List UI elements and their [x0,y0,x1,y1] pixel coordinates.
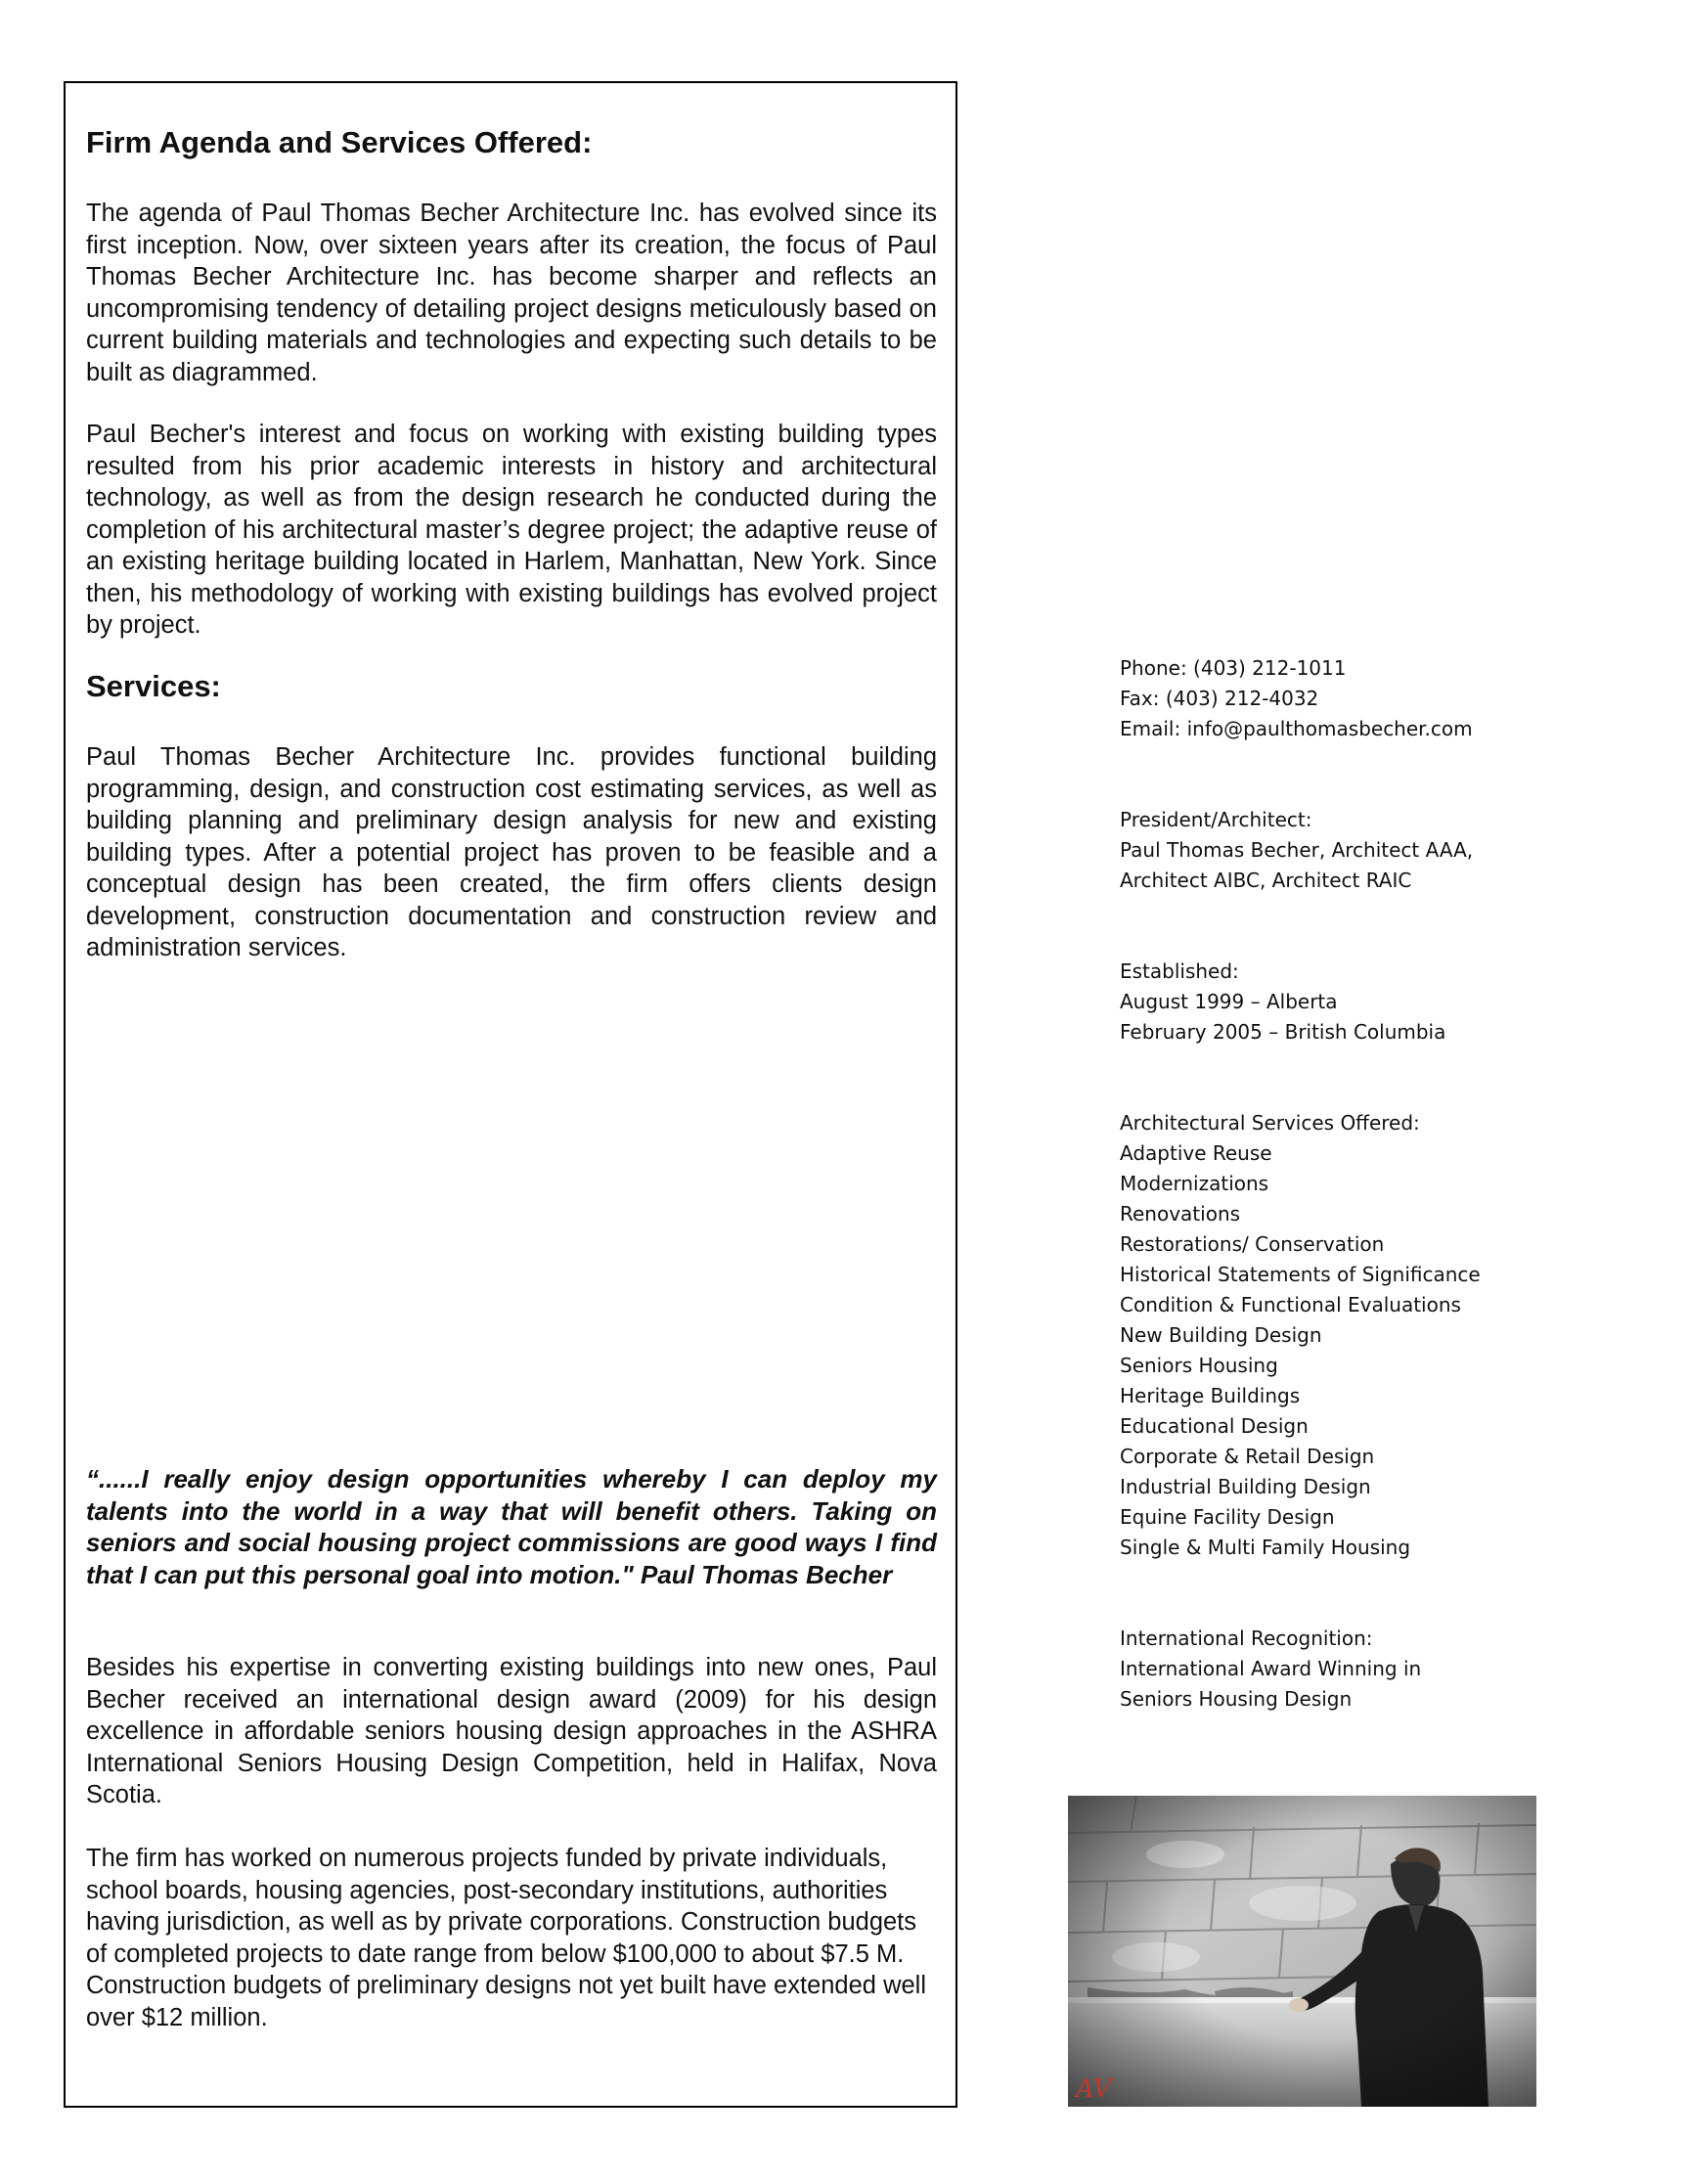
services-paragraph: Paul Thomas Becher Architecture Inc. provides functional building programming, design, and construction cost estimating services, as well as building planning and preliminary design analysis for new and existing building types. After a potential project has proven to be feasible and a conceptual design has been created, the firm offers clients design development, construction documentation and construction review and administration services. [86,743,937,961]
president-block [1120,805,1550,896]
architect-portrait-photo [1068,1796,1536,2107]
service-item: Historical Statements of Significance [1120,1263,1481,1286]
established-label: Established: [1120,959,1239,983]
president-line-2: Architect AIBC, Architect RAIC [1120,869,1412,892]
service-item: Heritage Buildings [1120,1384,1301,1407]
services-offered-block [1120,1108,1550,1563]
firm-agenda-paragraph-2: Paul Becher's interest and focus on working with existing building types resulted from his prior academic interests in history and architectural technology, as well as from the design research he conducted during the completion of his architectural master’s degree project; the adaptive reuse of an existing heritage building located in Harlem, Manhattan, New York. Since then, his methodology of working with existing buildings has evolved project by project. [86,421,937,639]
established-line-1: August 1999 – Alberta [1120,990,1338,1013]
service-item: Equine Facility Design [1120,1505,1335,1529]
services-heading: Services: [86,669,221,703]
becher-quote: “......I really enjoy design opportunities whereby I can deploy my talents into the world in a way that will benefit others. Taking on seniors and social housing project commissions are good ways I find that I can put this personal goal into motion." Paul Thomas Becher [86,1464,937,1589]
contact-block [1120,653,1550,744]
service-item: Corporate & Retail Design [1120,1445,1375,1468]
service-item: Industrial Building Design [1120,1475,1371,1498]
service-item: Adaptive Reuse [1120,1141,1272,1165]
service-item: Restorations/ Conservation [1120,1232,1385,1256]
closing-paragraph-2: The firm has worked on numerous projects funded by private individuals, school boards, housing agencies, post-secondary institutions, authorities having jurisdiction, as well as by private corporations. Construction budgets of completed projects to date range from below $100,000 to about $7.5 M. Construction budgets of preliminary designs not yet built have extended well over $12 million. [86,1845,926,2031]
service-item: Modernizations [1120,1172,1269,1195]
photo-monogram: AV [1076,2074,1112,2104]
president-label: President/Architect: [1120,808,1312,831]
established-block [1120,957,1550,1047]
firm-agenda-heading: Firm Agenda and Services Offered: [86,125,593,159]
recognition-line-1: International Award Winning in [1120,1657,1422,1680]
president-line-1: Paul Thomas Becher, Architect AAA, [1120,838,1474,862]
service-item: Renovations [1120,1202,1241,1226]
recognition-line-2: Seniors Housing Design [1120,1687,1353,1711]
phone-line: Phone: (403) 212-1011 [1120,656,1347,680]
closing-paragraph-1: Besides his expertise in converting existing buildings into new ones, Paul Becher received an international design award (2009) for his design excellence in affordable seniors housing design approaches in the ASHRA International Seniors Housing Design Competition, held in Halifax, Nova Scotia. [86,1654,937,1808]
service-item: Single & Multi Family Housing [1120,1536,1411,1559]
email-line: Email: info@paulthomasbecher.com [1120,717,1473,740]
established-line-2: February 2005 – British Columbia [1120,1020,1446,1044]
recognition-label: International Recognition: [1120,1627,1373,1650]
service-item: Educational Design [1120,1414,1309,1438]
firm-agenda-paragraph-1: The agenda of Paul Thomas Becher Architecture Inc. has evolved since its first inception. Now, over sixteen years after its creation, the focus of Paul Thomas Becher Architecture Inc. has become sharper and reflects an uncompromising tendency of detailing project designs meticulously based on current building materials and technologies and expecting such details to be built as diagrammed. [86,200,937,386]
service-item: Seniors Housing [1120,1354,1278,1377]
service-item: New Building Design [1120,1323,1322,1347]
fax-line: Fax: (403) 212-4032 [1120,687,1319,710]
services-offered-label: Architectural Services Offered: [1120,1111,1420,1135]
recognition-block [1120,1624,1550,1715]
service-item: Condition & Functional Evaluations [1120,1293,1461,1316]
